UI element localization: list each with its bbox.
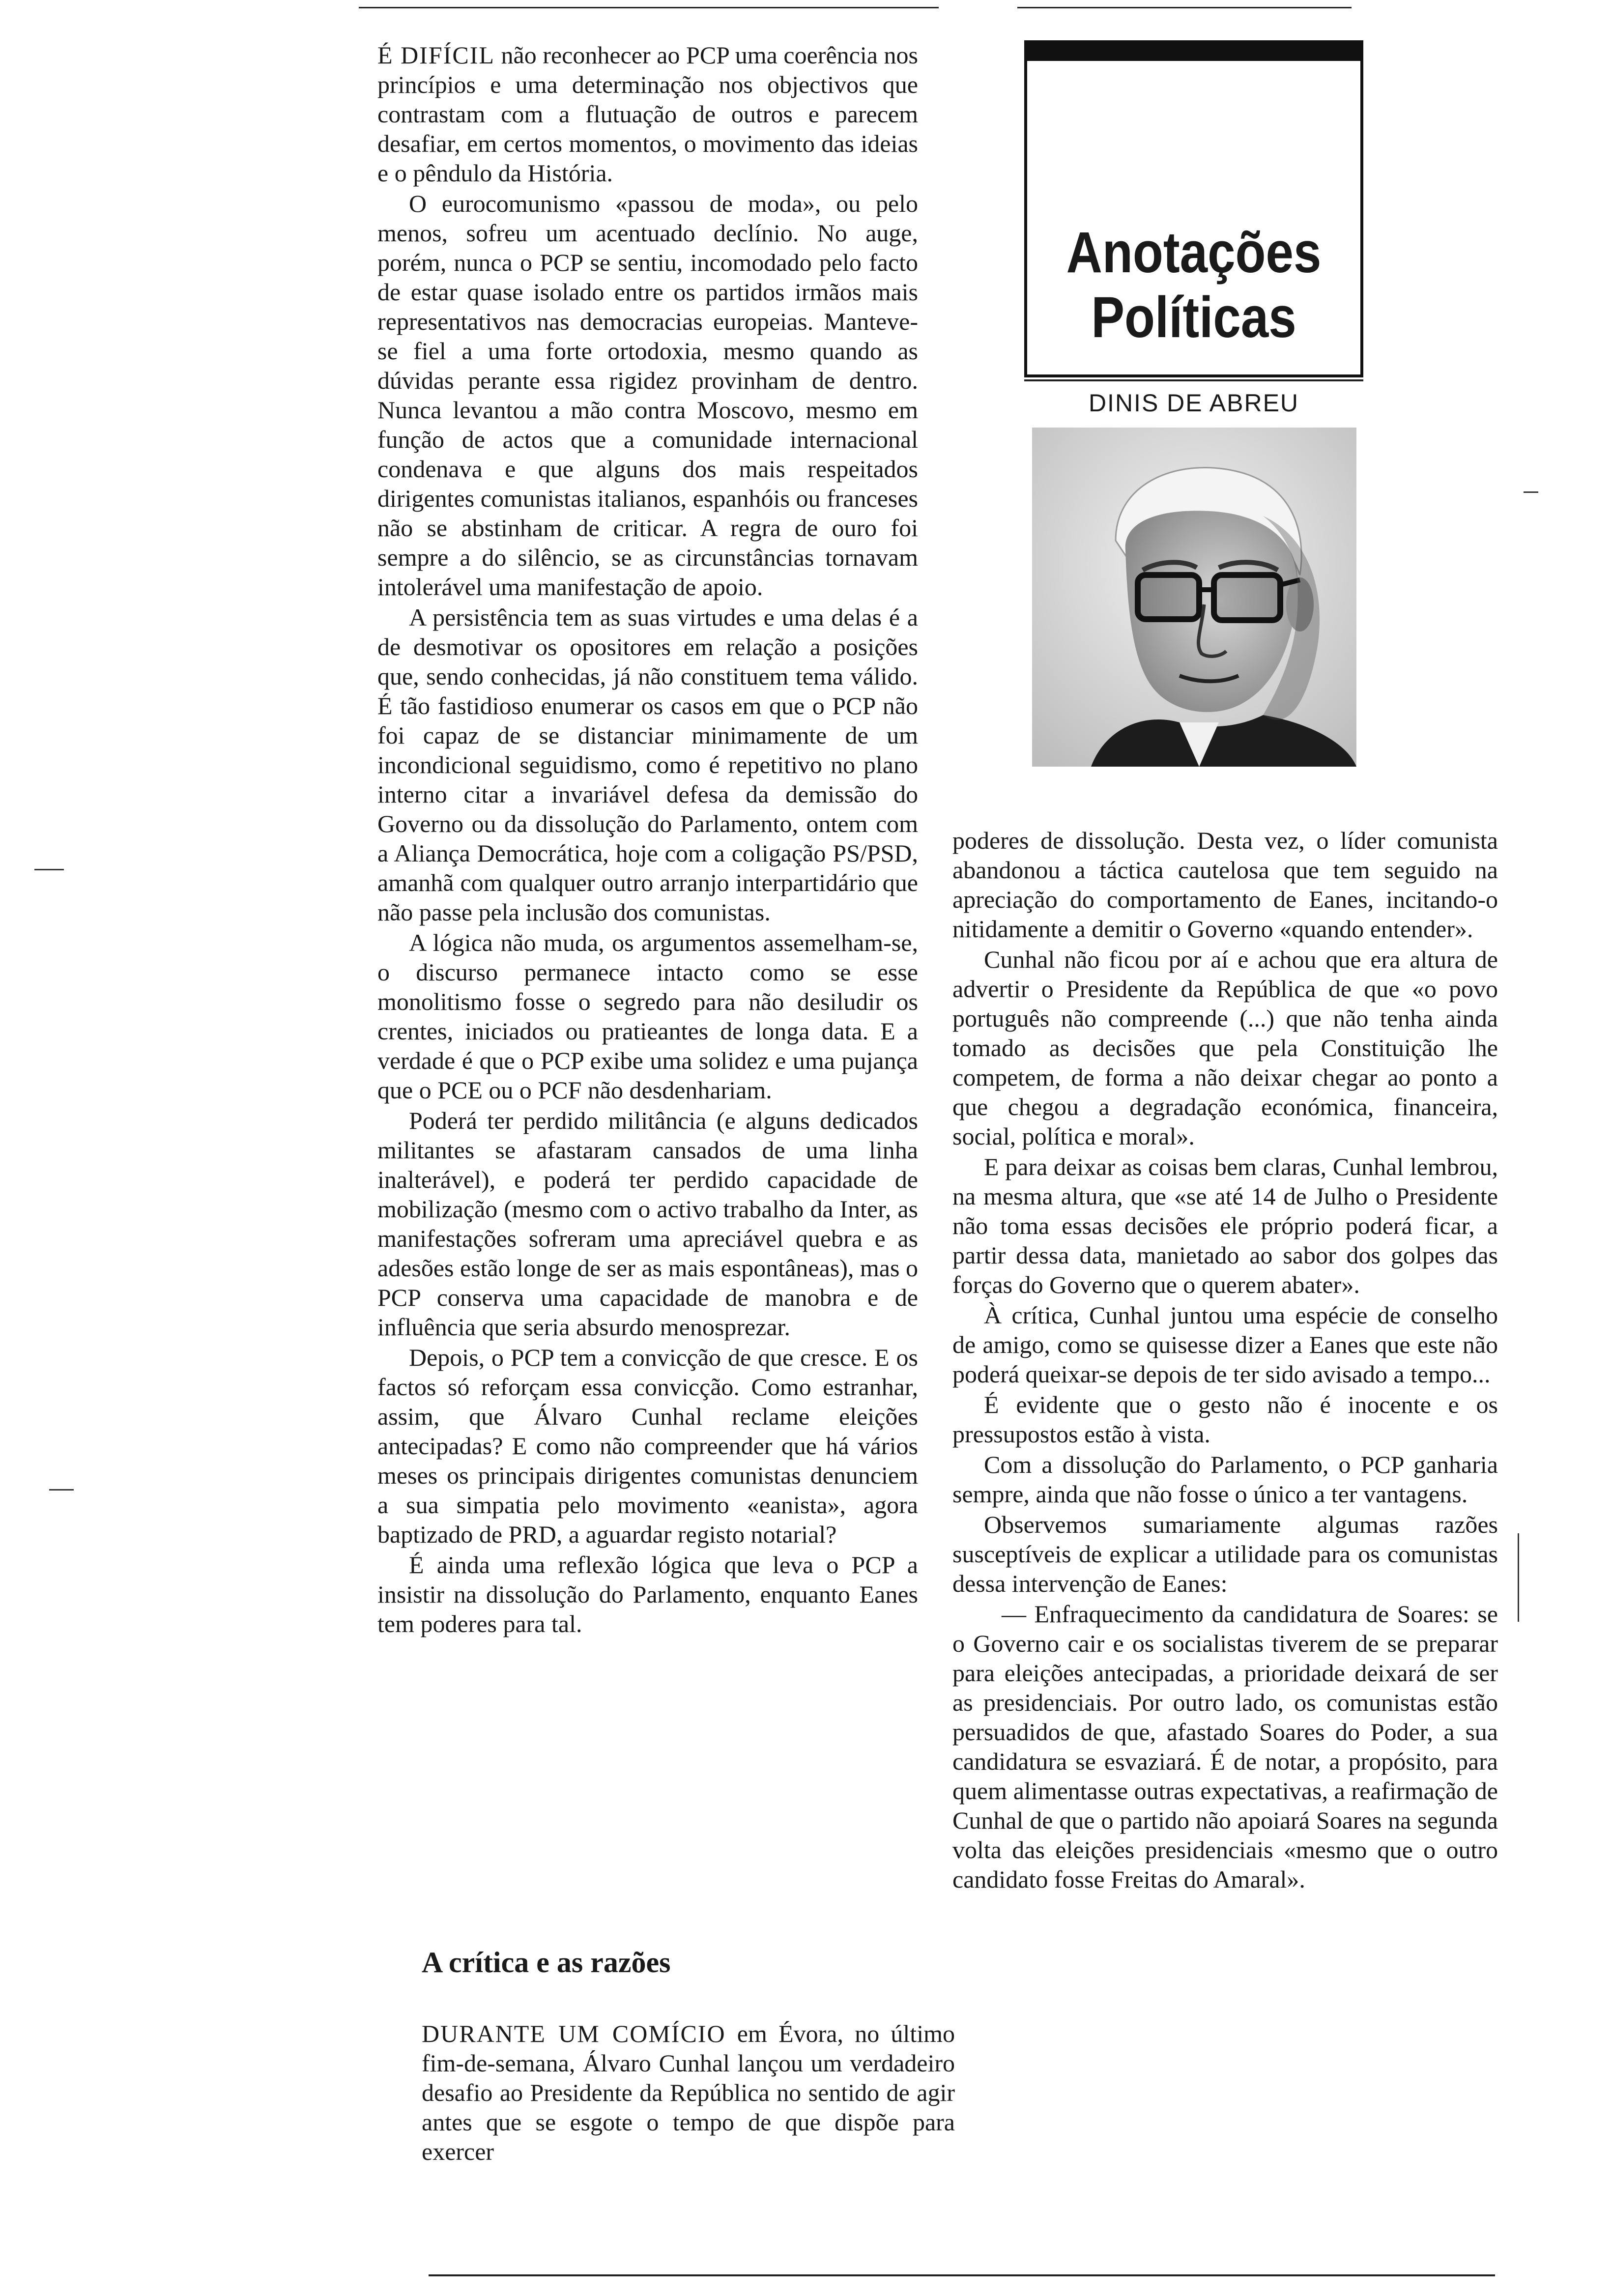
paragraph-3: A persistência tem as suas virtudes e uma delas é a de desmotivar os opositores em relação a posições que, sendo conhecidas, já não constituem tema válido. É tão fastidioso enumerar os casos em que o PCP não foi capaz de se distanciar minimamente de um incondicional seguidismo, como é repetitivo no plano interno citar a invariável defesa da demissão do Governo ou da dissolução do Parlamento, ontem com a Aliança Democrática, hoje com a coligação PS/PSD, amanhã com qualquer outro arranjo interpartidário que não passe pela inclusão dos comunistas. (377, 603, 918, 926)
paragraph-right-4: À crítica, Cunhal juntou uma espécie de conselho de amigo, como se quisesse dizer a Eanes que este não poderá queixar-se depois de ter sido avisado a tempo... (952, 1301, 1498, 1388)
paragraph-right-7: Observemos sumariamente algumas razões susceptíveis de explicar a utilidade para os comunistas dessa intervenção de Eanes: (952, 1511, 1498, 1597)
paragraph-right-1: poderes de dissolução. Desta vez, o líder comunista abandonou a táctica cautelosa que tem seguido na apreciação do comportamento de Eanes, incitando-o nitidamente a demitir o Governo «quando entender». (952, 827, 1498, 943)
top-rule-right (1017, 7, 1352, 8)
paragraph-right-5: É evidente que o gesto não é inocente e os pressupostos estão à vista. (952, 1391, 1498, 1448)
paragraph-section2-lead: DURANTE UM COMÍCIO em Évora, no último fim-de-semana, Álvaro Cunhal lançou um verdadeiro desafio ao Presidente da República no sentido de agir antes que se esgote o tempo de que dispõe para exercer (422, 2020, 955, 2165)
portrait-illustration (1032, 428, 1356, 767)
author-byline: DINIS DE ABREU (1088, 389, 1299, 417)
paragraph-right-3: E para deixar as coisas bem claras, Cunhal lembrou, na mesma altura, que «se até 14 de Julho o Presidente não toma essas decisões ele próprio poderá ficar, a partir dessa data, manietado ao sabor dos golpes das forças do Governo que o querem abater». (952, 1153, 1498, 1298)
paragraph-2: O eurocomunismo «passou de moda», ou pelo menos, sofreu um acentuado declínio. No auge, porém, nunca o PCP se sentiu, incomodado pelo facto de estar quase isolado entre os partidos irmãos mais representativos nas democracias europeias. Manteve-se fiel a uma forte ortodoxia, mesmo quando as dúvidas perante essa rigidez provinham de dentro. Nunca levantou a mão contra Moscovo, mesmo em função de actos que a comunidade internacional condenava e que alguns dos mais respeitados dirigentes comunistas italianos, espanhóis ou franceses não se abstinham de criticar. A regra de ouro foi sempre a do silêncio, se as circunstâncias tornavam intolerável uma manifestação de apoio. (377, 190, 918, 601)
scan-mark (1524, 491, 1538, 493)
lead-in: É DIFÍCIL (377, 41, 495, 69)
article-column-left (377, 40, 918, 1638)
article-column-right (952, 826, 1498, 1894)
paragraph-6: Depois, o PCP tem a convicção de que cresce. E os factos só reforçam essa convicção. Como estranhar, assim, que Álvaro Cunhal reclame eleições antecipadas? E como não compreender que há vários meses os principais dirigentes comunistas denunciem a sua simpatia pelo movimento «eanista», agora baptizado de PRD, a aguardar registo notarial? (377, 1344, 918, 1548)
section-subhead: A crítica e as razões (422, 1946, 671, 1979)
column-title: Anotações Políticas (1066, 220, 1322, 350)
column-header-box (1024, 40, 1363, 377)
paragraph-right-6: Com a dissolução do Parlamento, o PCP ganharia sempre, ainda que não fosse o único a ter vantagens. (952, 1451, 1498, 1508)
paragraph-1: É DIFÍCIL não reconhecer ao PCP uma coerência nos princípios e uma determinação nos objectivos que contrastam com a flutuação de outros e parecem desafiar, em certos momentos, o movimento das ideias e o pêndulo da História. (377, 41, 918, 187)
top-rule-left (359, 7, 939, 8)
bottom-rule (429, 2274, 1495, 2276)
scan-mark (1518, 1533, 1519, 1622)
article-column-left-section2 (422, 2019, 955, 2166)
paragraph-4: A lógica não muda, os argumentos assemelham-se, o discurso permanece intacto como se esse monolitismo fosse o segredo para não desiludir os crentes, iniciados ou pratieantes de longa data. E a verdade é que o PCP exibe uma solidez e uma pujança que o PCE ou o PCF não desdenhariam. (377, 929, 918, 1104)
lead-in: DURANTE UM COMÍCIO (422, 2020, 726, 2047)
scan-mark (34, 869, 64, 870)
paragraph-right-8: — Enfraquecimento da candidatura de Soares: se o Governo cair e os socialistas tiverem de se preparar para eleições antecipadas, a prioridade deixará de ser as presidenciais. Por outro lado, os comunistas estão persuadidos de que, afastado Soares do Poder, a sua candidatura se esvaziará. É de notar, a propósito, para quem alimentasse outras expectativas, a reafirmação de Cunhal de que o partido não apoiará Soares na segunda volta das eleições presidenciais «mesmo que o outro candidato fosse Freitas do Amaral». (952, 1600, 1498, 1893)
paragraph-right-2: Cunhal não ficou por aí e achou que era altura de advertir o Presidente da República de que «o povo português não compreende (...) que não tenha ainda tomado as decisões que pela Constituição lhe competem, de forma a não deixar chegar ao ponto a que chegou a degradação económica, financeira, social, política e moral». (952, 946, 1498, 1150)
scan-mark (49, 1489, 74, 1491)
paragraph-5: Poderá ter perdido militância (e alguns dedicados militantes se afastaram cansados de uma linha inalterável), e poderá ter perdido capacidade de mobilização (mesmo com o activo trabalho da Inter, as manifestações sofreram uma apreciável quebra e as adesões estão longe de ser as mais espontâneas), mas o PCP conserva uma capacidade de manobra e de influência que seria absurdo menosprezar. (377, 1107, 918, 1341)
author-photo (1032, 428, 1356, 767)
header-underline (1024, 379, 1363, 381)
header-top-bar (1027, 43, 1360, 61)
paragraph-7: É ainda uma reflexão lógica que leva o PCP a insistir na dissolução do Parlamento, enquanto Eanes tem poderes para tal. (377, 1551, 918, 1637)
